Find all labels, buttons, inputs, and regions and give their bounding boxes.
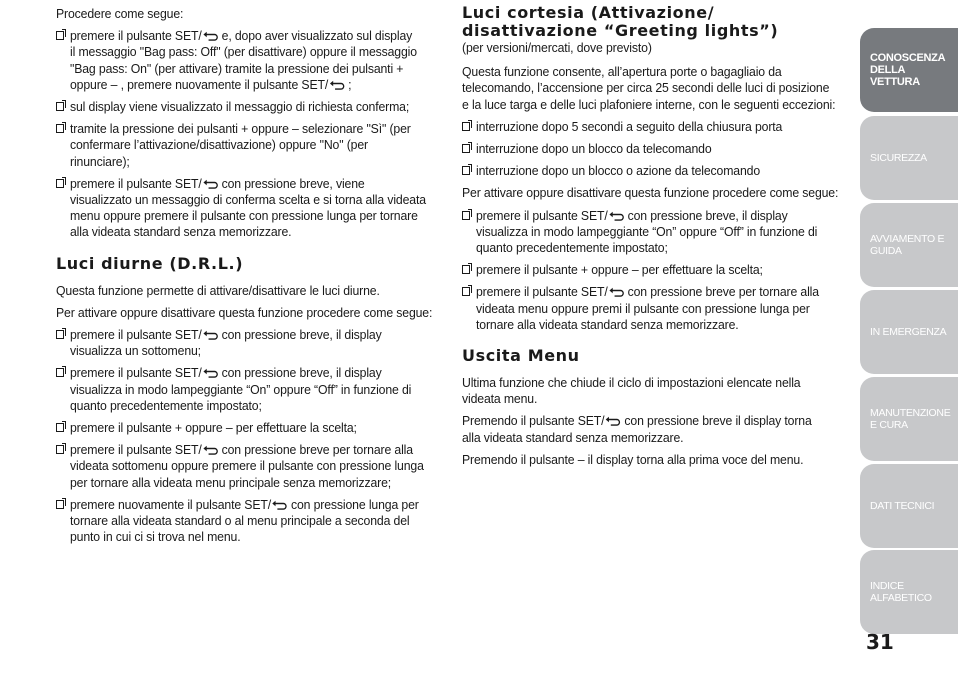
list-item: tramite la pressione dei pulsanti + oppure – selezionare "Sì" (per confermare l’attivazione/disattivazione) oppure "No" (per rinunciare);: [56, 121, 438, 170]
exit-minus-press: Premendo il pulsante – il display torna alla prima voce del menu.: [462, 451, 804, 467]
list-item: interruzione dopo 5 secondi a seguito della chiusura porta: [462, 119, 842, 135]
list-item: premere il pulsante SET/ e, dopo aver visualizzato sul display il messaggio "Bag pass: Off" (per disattivare) oppure il messaggio "Bag pass: On" (per attivare) tramite la pressione dei pulsanti + oppure – , premere nuovamente il pulsante SET/ ;: [56, 28, 438, 93]
list-item: premere nuovamente il pulsante SET/ con pressione lunga per tornare alla videata standard o al menu principale a seconda del punto in cui ci si trova nel menu.: [56, 497, 438, 546]
bullet-box-icon: [56, 124, 64, 133]
bullet-box-icon: [462, 265, 470, 274]
tab-sicurezza[interactable]: SICUREZZA: [860, 116, 958, 200]
bullet-box-icon: [462, 166, 470, 175]
tab-avviamento-e-guida[interactable]: AVVIAMENTO E GUIDA: [860, 203, 958, 287]
intro-text: Procedere come segue:: [56, 6, 184, 21]
return-arrow-icon: [202, 179, 219, 189]
exit-description: Ultima funzione che chiude il ciclo di impostazioni elencate nella videata menu.: [462, 375, 801, 407]
greeting-instructions: Per attivare oppure disattivare questa funzione procedere come segue:: [462, 185, 839, 201]
list-item: premere il pulsante SET/ con pressione breve, il display visualizza in modo lampeggiante “On” oppure “Off” in funzione di quanto precedentemente impostato;: [462, 208, 842, 257]
tab-in-emergenza[interactable]: IN EMERGENZA: [860, 290, 958, 374]
list-item: premere il pulsante + oppure – per effettuare la scelta;: [462, 262, 842, 278]
return-arrow-icon: [202, 330, 219, 340]
bullet-box-icon: [56, 445, 64, 454]
list-item: sul display viene visualizzato il messaggio di richiesta conferma;: [56, 99, 438, 115]
availability-note: (per versioni/mercati, dove previsto): [462, 40, 652, 55]
drl-instructions: Per attivare oppure disattivare questa funzione procedere come segue:: [56, 304, 433, 320]
greeting-description: Questa funzione consente, all’apertura porte o bagagliaio da telecomando, l’accensione per circa 25 secondi delle luci di posizione e la luce targa e delle luci plafoniere interne, con le seguenti eccezioni:: [462, 64, 836, 112]
return-arrow-icon: [202, 368, 219, 378]
tab-manutenzione-e-cura[interactable]: MANUTENZIONE E CURA: [860, 377, 958, 461]
list-item: premere il pulsante SET/ con pressione breve, il display visualizza in modo lampeggiante “On” oppure “Off” in funzione di quanto precedentemente impostato;: [56, 365, 438, 414]
return-arrow-icon: [202, 31, 219, 41]
bullet-box-icon: [56, 368, 64, 377]
tab-indice-alfabetico[interactable]: INDICE ALFABETICO: [860, 550, 958, 634]
bullet-box-icon: [462, 122, 470, 131]
list-item: premere il pulsante SET/ con pressione breve, il display visualizza un sottomenu;: [56, 327, 438, 359]
tab-conoscenza-della-vettura[interactable]: CONOSCENZA DELLA VETTURA: [860, 28, 958, 112]
section-heading-greeting-lights: Luci cortesia (Attivazione/ disattivazione “Greeting lights”): [462, 3, 779, 40]
bullet-box-icon: [56, 179, 64, 188]
bullet-box-icon: [462, 144, 470, 153]
return-arrow-icon: [608, 287, 625, 297]
list-item: premere il pulsante + oppure – per effettuare la scelta;: [56, 420, 438, 436]
return-arrow-icon: [202, 445, 219, 455]
bullet-box-icon: [56, 330, 64, 339]
bullet-box-icon: [56, 423, 64, 432]
return-arrow-icon: [328, 80, 345, 90]
bullet-box-icon: [462, 211, 470, 220]
list-item: premere il pulsante SET/ con pressione breve per tornare alla videata sottomenu oppure premere il pulsante con pressione lunga per tornare alla videata menu principale senza memorizzare;: [56, 442, 438, 491]
exit-short-press: Premendo il pulsante SET/ con pressione breve il display torna alla videata standard senza memorizzare.: [462, 413, 812, 445]
tab-dati-tecnici[interactable]: DATI TECNICI: [860, 464, 958, 548]
section-tabs: [858, 0, 960, 686]
return-arrow-icon: [604, 416, 621, 426]
list-item: premere il pulsante SET/ con pressione breve per tornare alla videata menu oppure premi il pulsante con pressione lunga per tornare alla videata standard senza memorizzare.: [462, 284, 842, 333]
bullet-box-icon: [462, 287, 470, 296]
page-number: 31: [866, 630, 894, 654]
bullet-box-icon: [56, 500, 64, 509]
section-heading-drl: Luci diurne (D.R.L.): [56, 253, 244, 273]
return-arrow-icon: [271, 500, 288, 510]
bullet-box-icon: [56, 102, 64, 111]
bullet-box-icon: [56, 31, 64, 40]
list-item: interruzione dopo un blocco da telecomando: [462, 141, 842, 157]
right-column: [462, 4, 842, 474]
list-item: premere il pulsante SET/ con pressione breve, viene visualizzato un messaggio di conferma scelta e si torna alla videata menu oppure premere il pulsante con pressione lunga per tornare alla videata standard senza memorizzare.: [56, 176, 438, 241]
list-item: interruzione dopo un blocco o azione da telecomando: [462, 163, 842, 179]
return-arrow-icon: [608, 211, 625, 221]
drl-intro: Questa funzione permette di attivare/disattivare le luci diurne.: [56, 282, 380, 298]
section-heading-exit-menu: Uscita Menu: [462, 346, 580, 366]
left-column: [56, 6, 438, 551]
